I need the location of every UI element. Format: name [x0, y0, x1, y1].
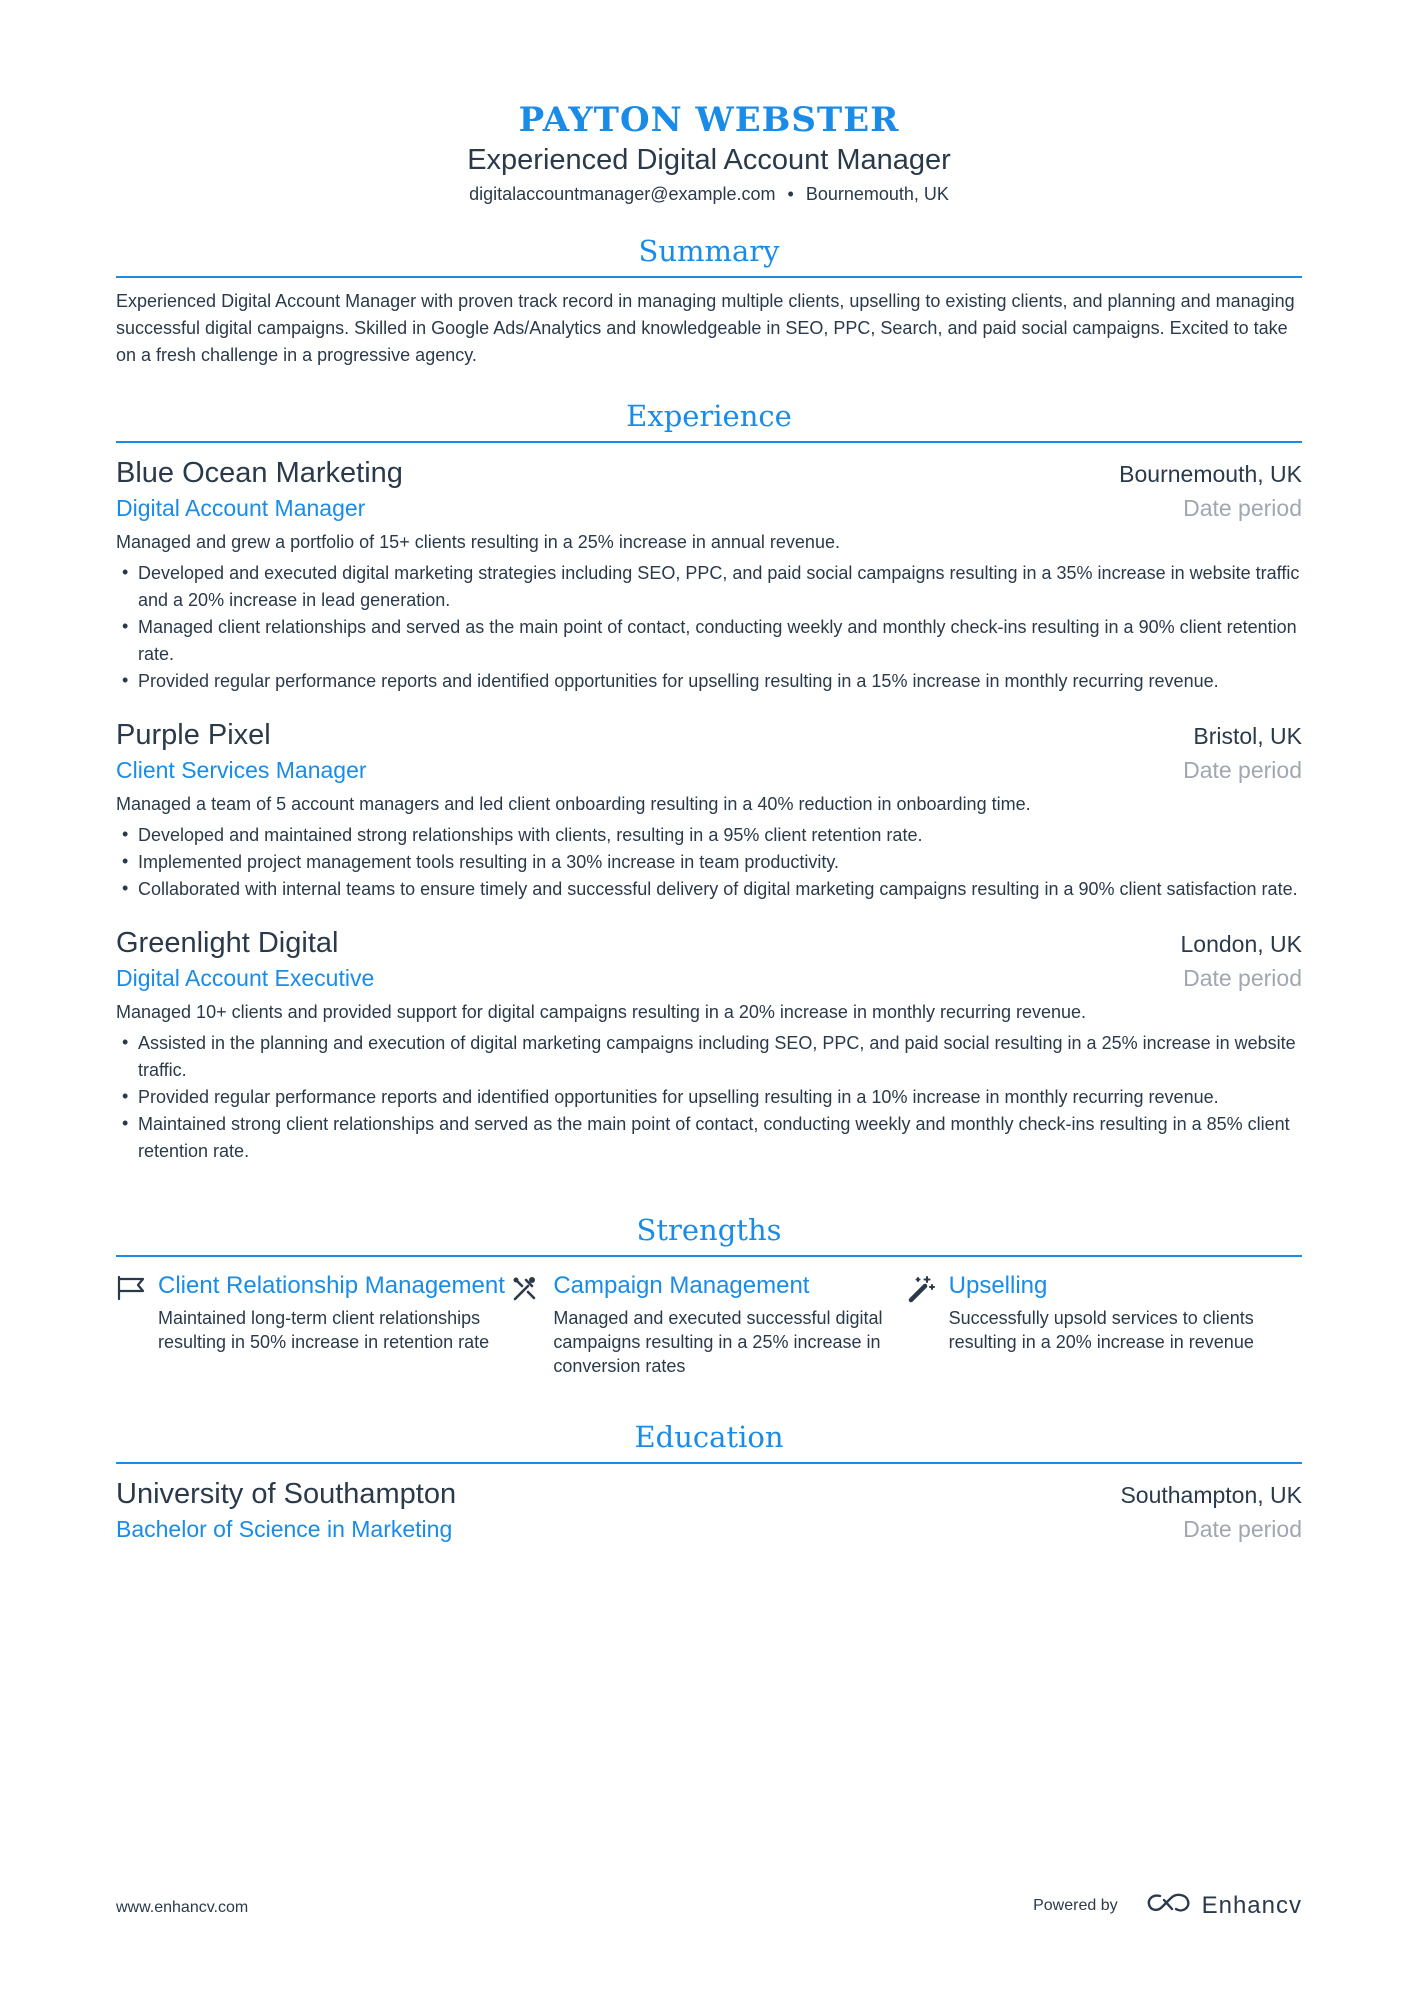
experience-heading: Experience [116, 397, 1302, 443]
strength-text: Managed and executed successful digital campaigns resulting in a 25% increase in conversion rates [553, 1308, 883, 1376]
job-header-row [116, 455, 1302, 491]
powered-by-label: Powered by [1033, 1896, 1118, 1914]
job-description: Managed a team of 5 account managers and led client onboarding resulting in a 40% reduction in onboarding time. [116, 794, 1031, 814]
magic-wand-icon [907, 1271, 949, 1378]
strength-title: Campaign Management [553, 1272, 810, 1299]
education-section [116, 1418, 1302, 1546]
enhancv-logo-icon [1146, 1891, 1192, 1920]
strengths-list [116, 1271, 1302, 1378]
job-company: Blue Ocean Marketing [116, 457, 403, 489]
tools-icon [511, 1271, 553, 1378]
job-location: Bristol, UK [1193, 723, 1302, 749]
job-entry [116, 717, 1302, 903]
strength-body [553, 1271, 906, 1378]
strength-item [907, 1271, 1302, 1378]
job-location: London, UK [1180, 931, 1302, 957]
education-school: University of Southampton [116, 1478, 457, 1510]
job-role: Digital Account Manager [116, 495, 366, 521]
education-location: Southampton, UK [1120, 1482, 1302, 1508]
job-bullets [116, 560, 1302, 695]
strength-text: Maintained long-term client relationships resulting in 50% increase in retention rate [158, 1308, 490, 1352]
education-heading: Education [116, 1418, 1302, 1464]
job-entry [116, 925, 1302, 1165]
job-role: Client Services Manager [116, 757, 367, 783]
contact-email[interactable]: digitalaccountmanager@example.com [469, 184, 776, 204]
flag-icon [116, 1271, 158, 1378]
resume-content [116, 100, 1302, 1546]
job-entry [116, 455, 1302, 695]
job-role-row [116, 753, 1302, 787]
summary-section [116, 232, 1302, 369]
job-bullet: • Maintained strong client relationships and served as the main point of contact, conducting weekly and monthly check-ins resulting in a 85% client retention rate. [116, 1111, 1302, 1165]
job-bullet: • Provided regular performance reports and identified opportunities for upselling resulting in a 15% increase in monthly recurring revenue. [116, 668, 1302, 695]
strengths-heading: Strengths [116, 1211, 1302, 1257]
job-bullet: • Collaborated with internal teams to ensure timely and successful delivery of digital marketing campaigns resulting in a 90% client satisfaction rate. [116, 876, 1302, 903]
contact-location: Bournemouth, UK [805, 184, 949, 204]
job-bullet: • Implemented project management tools resulting in a 30% increase in team productivity. [116, 849, 1302, 876]
strength-item [511, 1271, 906, 1378]
strength-item [116, 1271, 511, 1378]
contact-line [116, 182, 1302, 206]
resume-header [116, 100, 1302, 206]
strength-title: Client Relationship Management [158, 1272, 505, 1299]
education-entry [116, 1476, 1302, 1546]
footer-url[interactable]: www.enhancv.com [116, 1899, 249, 1916]
job-date: Date period [1183, 757, 1302, 783]
job-role-row [116, 961, 1302, 995]
job-bullet: • Developed and maintained strong relationships with clients, resulting in a 95% client retention rate. [116, 822, 1302, 849]
job-company: Greenlight Digital [116, 927, 339, 959]
experience-section [116, 397, 1302, 1165]
summary-heading: Summary [116, 232, 1302, 278]
job-bullet: • Provided regular performance reports and identified opportunities for upselling resulting in a 10% increase in monthly recurring revenue. [116, 1084, 1302, 1111]
education-date: Date period [1183, 1516, 1302, 1542]
job-company: Purple Pixel [116, 719, 271, 751]
job-header-row [116, 925, 1302, 961]
strength-text: Successfully upsold services to clients resulting in a 20% increase in revenue [948, 1308, 1254, 1352]
strengths-section [116, 1211, 1302, 1378]
job-bullets [116, 1030, 1302, 1165]
brand-name: Enhancv [1201, 1891, 1302, 1919]
job-role-row [116, 491, 1302, 525]
footer-branding [1033, 1891, 1302, 1920]
job-bullets [116, 822, 1302, 903]
job-location: Bournemouth, UK [1119, 461, 1302, 487]
job-description: Managed and grew a portfolio of 15+ clients resulting in a 25% increase in annual revenue. [116, 532, 840, 552]
job-date: Date period [1183, 965, 1302, 991]
page-footer [116, 1891, 1302, 1931]
candidate-name: PAYTON WEBSTER [518, 100, 900, 140]
job-bullet: • Developed and executed digital marketing strategies including SEO, PPC, and paid social campaigns resulting in a 35% increase in website traffic and a 20% increase in lead generation. [116, 560, 1302, 614]
contact-separator: • [787, 184, 794, 204]
job-bullet: • Assisted in the planning and execution of digital marketing campaigns including SEO, PPC, and paid social resulting in a 25% increase in website traffic. [116, 1030, 1302, 1084]
candidate-title: Experienced Digital Account Manager [467, 144, 951, 176]
job-role: Digital Account Executive [116, 965, 375, 991]
education-degree-row [116, 1512, 1302, 1546]
strength-body [949, 1271, 1302, 1378]
education-degree: Bachelor of Science in Marketing [116, 1516, 453, 1542]
job-description: Managed 10+ clients and provided support for digital campaigns resulting in a 20% increase in monthly recurring revenue. [116, 1002, 1087, 1022]
summary-text: Experienced Digital Account Manager with proven track record in managing multiple clients, upselling to existing clients, and planning and managing successful digital campaigns. Skilled in Google Ads/Analytics and knowledgeable in SEO, PPC, Search, and paid social campaigns. Excited to take on a fresh challenge in a progressive agency. [116, 291, 1295, 365]
strength-body [158, 1271, 511, 1378]
job-date: Date period [1183, 495, 1302, 521]
strength-title: Upselling [948, 1272, 1048, 1299]
education-header-row [116, 1476, 1302, 1512]
job-header-row [116, 717, 1302, 753]
job-bullet: • Managed client relationships and served as the main point of contact, conducting weekly and monthly check-ins resulting in a 90% client retention rate. [116, 614, 1302, 668]
